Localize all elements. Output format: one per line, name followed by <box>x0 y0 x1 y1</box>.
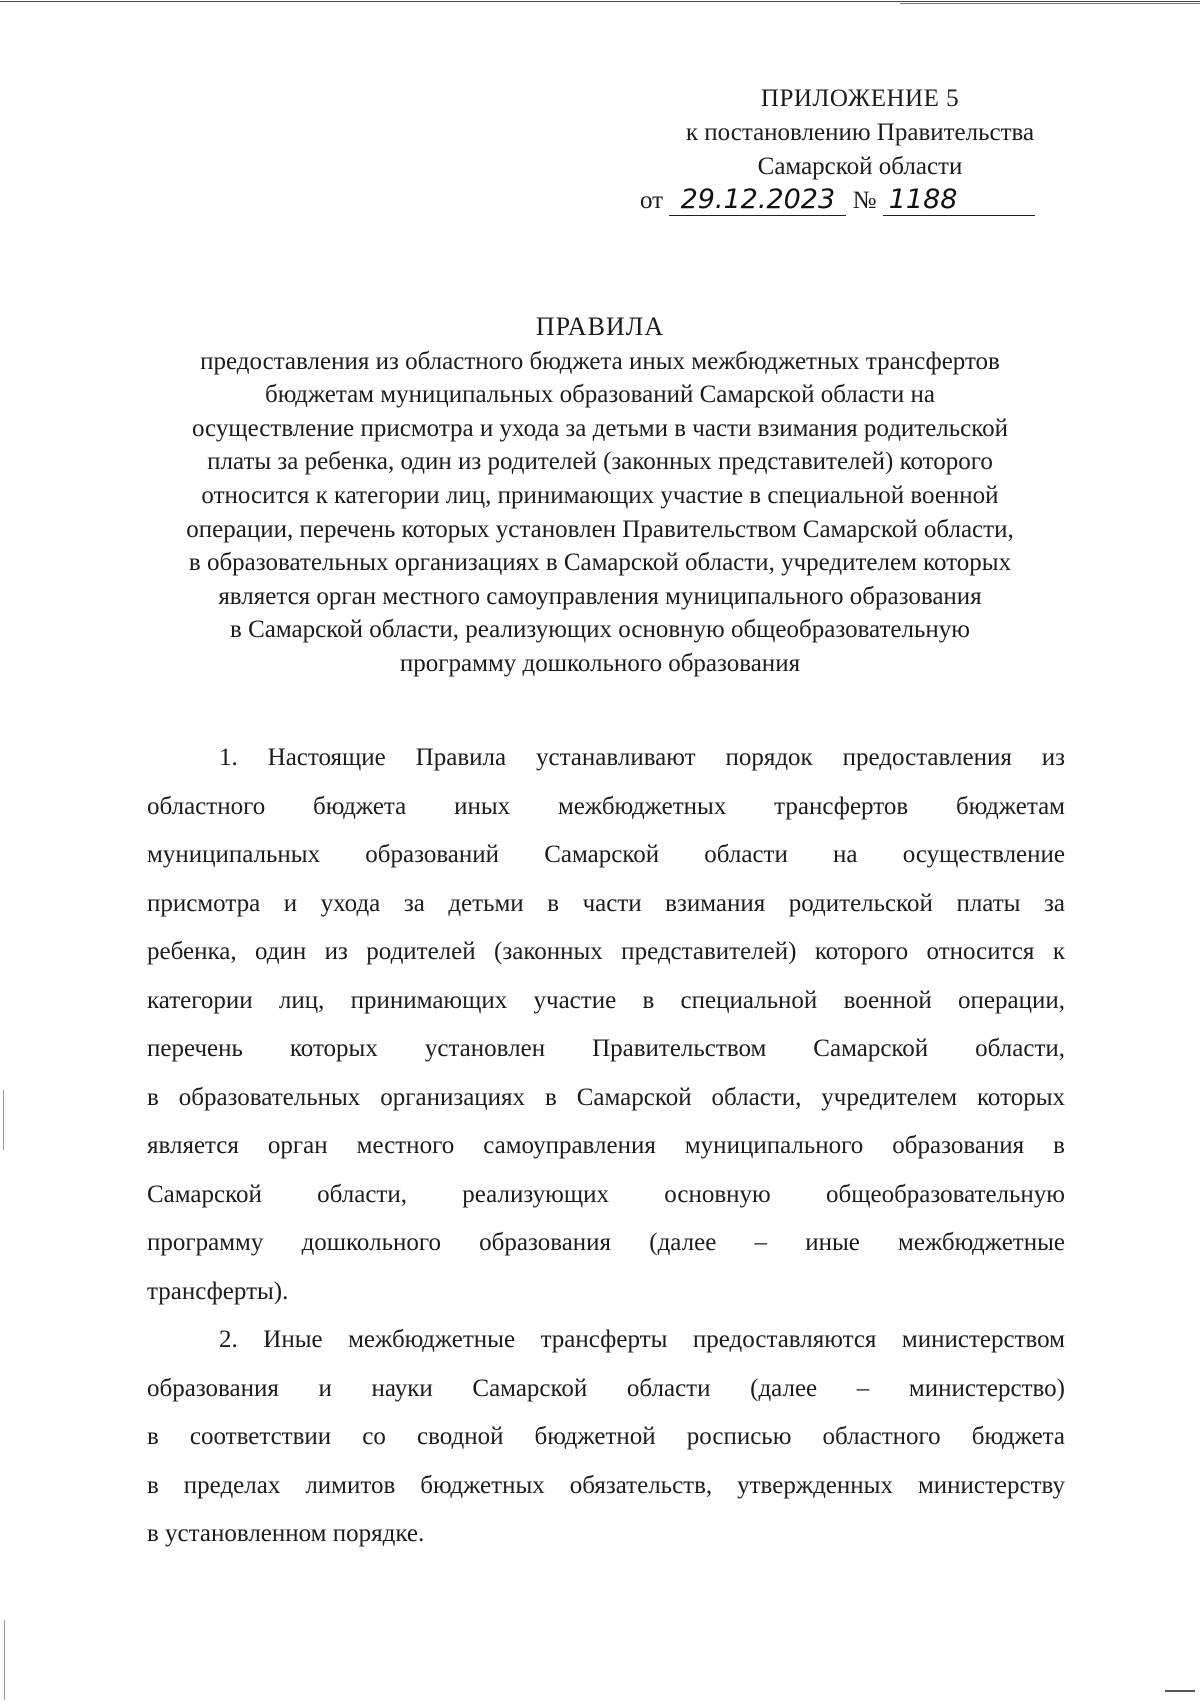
handwritten-date: 29.12.2023 <box>669 185 846 216</box>
paragraph-line: в образовательных организациях в Самарской области, учредителем которых <box>147 1083 1065 1111</box>
paragraph-line: областного бюджета иных межбюджетных трансфертов бюджетам <box>147 792 1065 820</box>
paragraph-line: образования и науки Самарской области (далее – министерство) <box>147 1374 1065 1402</box>
paragraph-2 <box>147 1316 1065 1559</box>
scan-margin-mark <box>1165 1690 1195 1692</box>
paragraph-line: 1. Настоящие Правила устанавливают порядок предоставления из <box>219 744 1065 771</box>
appendix-header <box>600 82 1120 218</box>
paragraph-line: Самарской области, реализующих основную общеобразовательную <box>147 1180 1065 1208</box>
document-subtitle-line: в Самарской области, реализующих основную общеобразовательную <box>230 616 970 644</box>
document-subtitle-line: операции, перечень которых установлен Правительством Самарской области, <box>186 515 1014 543</box>
document-subtitle-line: осуществление присмотра и ухода за детьми в части взимания родительской <box>191 414 1009 442</box>
date-prefix: от <box>640 187 664 214</box>
number-prefix: № <box>852 187 877 214</box>
paragraph-line: ребенка, один из родителей (законных представителей) которого относится к <box>147 938 1065 965</box>
handwritten-number: 1188 <box>883 185 1035 216</box>
scan-edge-line <box>900 3 1200 4</box>
paragraph-line: перечень которых установлен Правительством Самарской области, <box>147 1035 1065 1062</box>
document-title-block <box>130 310 1070 681</box>
paragraph-line: является орган местного самоуправления муниципального образования в <box>147 1132 1065 1159</box>
document-subtitle-line: предоставления из областного бюджета иных межбюджетных трансфертов <box>200 347 1000 375</box>
paragraph-line: 2. Иные межбюджетные трансферты предоставляются министерством <box>219 1326 1065 1353</box>
document-subtitle-line: бюджетам муниципальных образований Самарской области на <box>264 381 936 409</box>
document-subtitle-line: является орган местного самоуправления муниципального образования <box>218 582 982 610</box>
paragraph-line: в соответствии со сводной бюджетной росписью областного бюджета <box>147 1423 1065 1450</box>
document-subtitle-line: относится к категории лиц, принимающих участие в специальной военной <box>201 481 999 509</box>
paragraph-line: в пределах лимитов бюджетных обязательств, утвержденных министерству <box>147 1471 1065 1499</box>
scan-edge-line <box>0 1 1200 2</box>
paragraph-1 <box>147 734 1065 1316</box>
paragraph-line: муниципальных образований Самарской области на осуществление <box>147 841 1065 868</box>
document-body <box>147 734 1065 1559</box>
scan-margin-mark <box>4 1620 5 1700</box>
document-subtitle-line: в образовательных организациях в Самарской области, учредителем которых <box>188 549 1012 577</box>
scan-margin-mark <box>3 1090 4 1150</box>
paragraph-line: в установленном порядке. <box>147 1520 425 1547</box>
document-subtitle-line: платы за ребенка, один из родителей (законных представителей) которого <box>207 448 993 476</box>
paragraph-line: категории лиц, принимающих участие в специальной военной операции, <box>147 986 1065 1014</box>
appendix-region-line: Самарской области <box>757 153 963 180</box>
paragraph-line: трансферты). <box>147 1277 289 1305</box>
document-subtitle-line: программу дошкольного образования <box>399 649 801 677</box>
appendix-title: ПРИЛОЖЕНИЕ 5 <box>760 85 960 112</box>
paragraph-line: присмотра и ухода за детьми в части взимания родительской платы за <box>147 889 1065 917</box>
document-heading: ПРАВИЛА <box>535 312 665 341</box>
appendix-date-number-line <box>600 184 1120 218</box>
appendix-reference-line: к постановлению Правительства <box>685 119 1035 146</box>
paragraph-line: программу дошкольного образования (далее – иные межбюджетные <box>147 1229 1065 1256</box>
